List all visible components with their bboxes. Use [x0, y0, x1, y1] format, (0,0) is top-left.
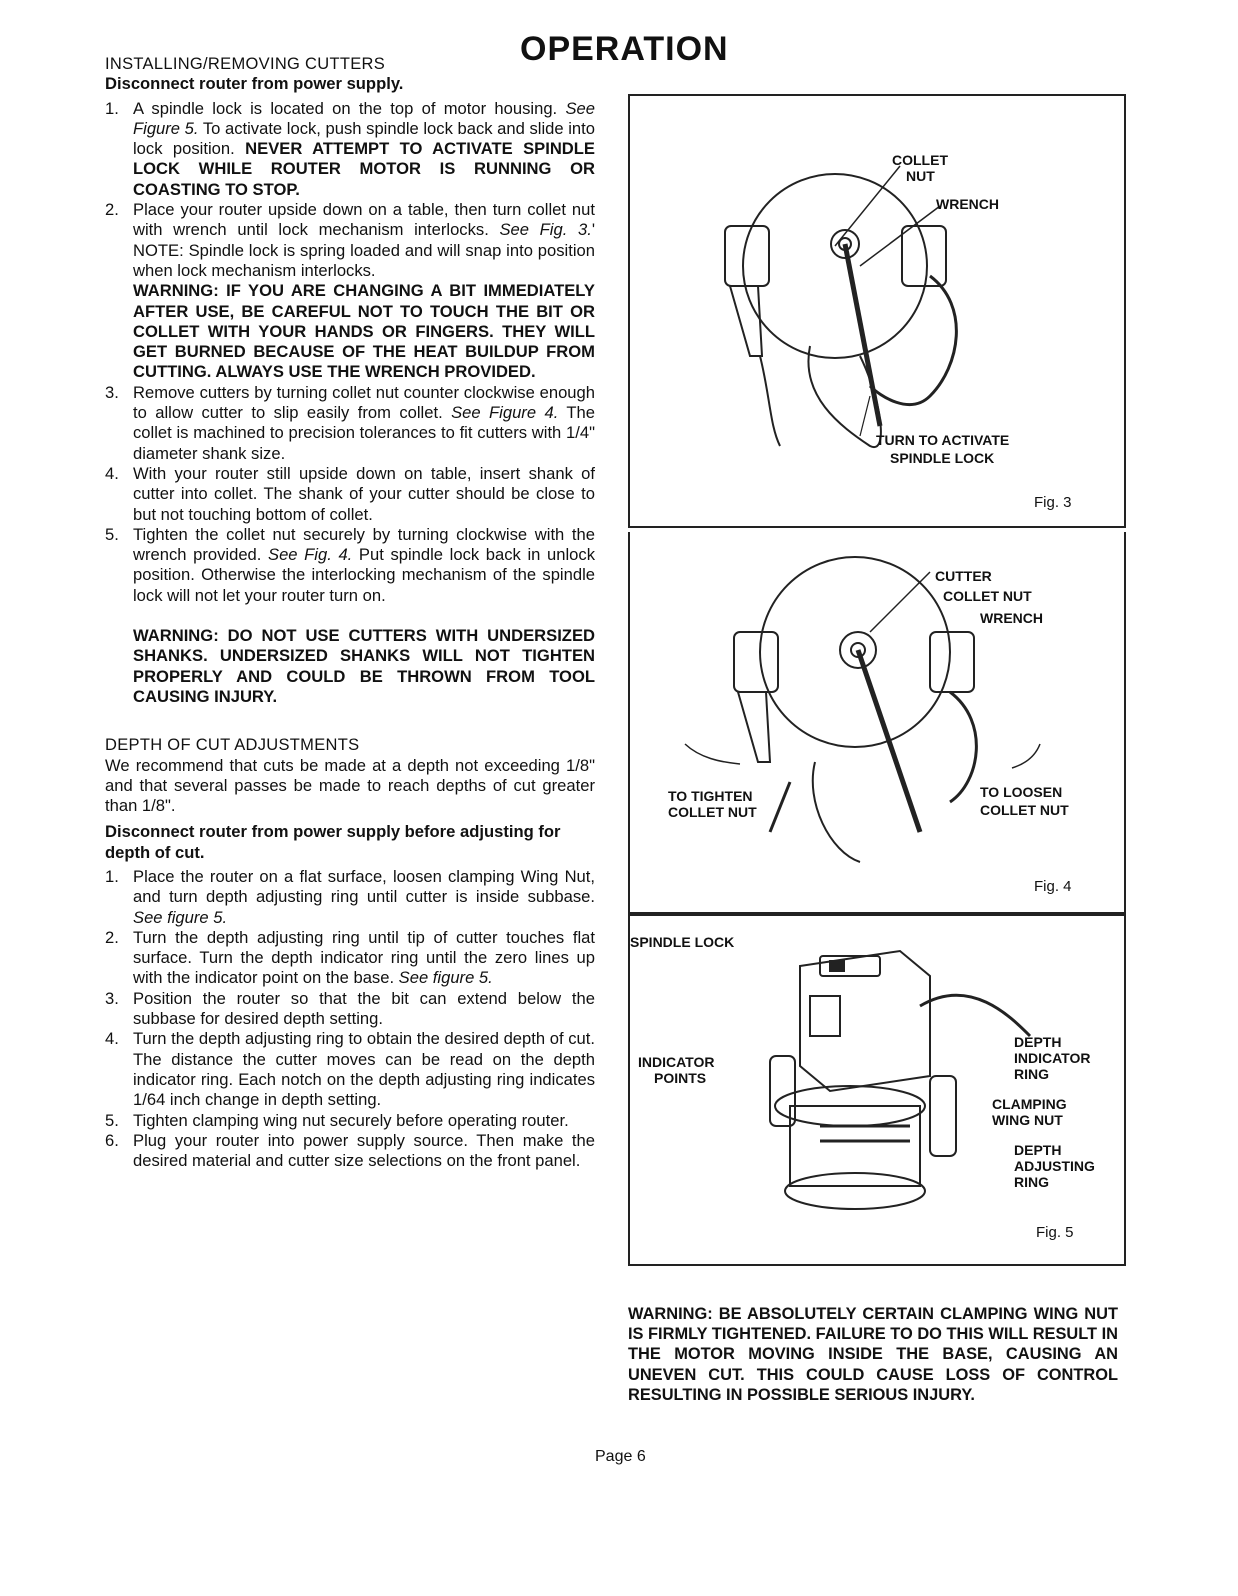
depth-caution: Disconnect router from power supply before adjusting for depth of cut. [105, 822, 561, 862]
step-text: Turn the depth adjusting ring to obtain the desired depth of cut. The distance the cutter moves can be read on the depth indicator ring. Each notch on the depth adjusting ring indicates 1/64 inch change in depth setting. [133, 1029, 595, 1110]
figure-reference: See Fig. 4. [268, 545, 353, 565]
heat-warning: WARNING: IF YOU ARE CHANGING A BIT IMMEDIATELY AFTER USE, BE CAREFUL NOT TO TOUCH THE BIT OR COLLET WITH YOUR HANDS OR FINGERS. THEY WILL GET BURNED BECAUSE OF THE HEAT BUILDUP FROM CUTTING. ALWAYS USE THE WRENCH PROVIDED. [133, 281, 595, 382]
figure-5 [628, 914, 1126, 1266]
label-spindle-lock: SPINDLE LOCK [630, 934, 735, 950]
list-item [105, 200, 595, 383]
figure-reference: See Figure 4. [451, 403, 559, 423]
left-column [105, 54, 595, 1171]
figure-caption: Fig. 4 [1034, 878, 1072, 895]
label-depth: DEPTH [1014, 1034, 1062, 1050]
step-number: 5. [105, 1110, 119, 1130]
list-item [105, 1131, 595, 1172]
step-text: Put spindle lock back in unlock position. Otherwise the interlocking mechanism of the spindle lock will not let your router turn on. [133, 545, 595, 605]
label-depth: DEPTH [1014, 1142, 1062, 1158]
step-text: Tighten the collet nut securely by turning clockwise with the wrench provided. [133, 524, 595, 565]
figure-reference: See Fig. 3. [499, 220, 592, 240]
step-number: 4. [105, 463, 119, 483]
label-loosen-collet-nut: COLLET NUT [980, 802, 1069, 818]
step-number: 3. [105, 382, 119, 402]
label-indicator-ring: INDICATOR [1014, 1050, 1091, 1066]
step-text: The collet is machined to precision tolerances to fit cutters with 1/4" diameter shank size. [133, 403, 596, 463]
depth-intro: We recommend that cuts be made at a depth not exceeding 1/8" and that several passes be made to reach depths of cut greater than 1/8". [105, 755, 595, 816]
step-number: 5. [105, 524, 119, 544]
figure-caption: Fig. 3 [1034, 494, 1072, 511]
router-depth-illustration [630, 916, 1124, 1264]
label-tighten-collet-nut: COLLET NUT [668, 804, 757, 820]
step-text: Position the router so that the bit can extend below the subbase for desired depth setting. [133, 988, 595, 1029]
label-wrench: WRENCH [936, 196, 999, 212]
label-points: POINTS [654, 1070, 707, 1086]
label-to-loosen: TO LOOSEN [980, 784, 1063, 800]
figure-reference: See Figure 5. [133, 98, 595, 138]
step-text: Place the router on a flat surface, loosen clamping Wing Nut, and turn depth adjusting ring until cutter is inside subbase. [133, 866, 595, 907]
figure-reference: See figure 5. [398, 968, 493, 988]
label-clamping: CLAMPING [992, 1096, 1067, 1112]
step-number: 3. [105, 988, 119, 1008]
step-number: 1. [105, 98, 119, 118]
step-number: 1. [105, 866, 119, 886]
step-text: Remove cutters by turning collet nut counter clockwise enough to allow cutter to slip easily from collet. [133, 382, 595, 423]
depth-steps [105, 867, 595, 1171]
label-cutter: CUTTER [935, 568, 992, 584]
step-text: Place your router upside down on a table, then turn collet nut with wrench until lock mechanism interlocks. [133, 200, 595, 240]
page-title: OPERATION [520, 30, 729, 68]
label-ring: RING [1014, 1066, 1049, 1082]
step-text: ' NOTE: Spindle lock is spring loaded and will snap into position when lock mechanism interlocks. [133, 220, 595, 280]
list-item [105, 99, 595, 200]
clamping-wing-nut-warning: WARNING: BE ABSOLUTELY CERTAIN CLAMPING WING NUT IS FIRMLY TIGHTENED. FAILURE TO DO THIS WILL RESULT IN THE MOTOR MOVING INSIDE THE BASE, CAUSING AN UNEVEN CUT. THIS COULD CAUSE LOSS OF CONTROL RESULTING IN POSSIBLE SERIOUS INJURY. [628, 1305, 1118, 1404]
step-text: A spindle lock is located on the top of motor housing. [133, 98, 566, 118]
list-item [105, 867, 595, 928]
list-item [105, 464, 595, 525]
list-item [105, 989, 595, 1030]
step-number: 2. [105, 927, 119, 947]
label-wrench: WRENCH [980, 610, 1043, 626]
step-warning: NEVER ATTEMPT TO ACTIVATE SPINDLE LOCK WHILE ROUTER MOTOR IS RUNNING OR COASTING TO STOP. [133, 139, 595, 199]
step-text: Plug your router into power supply source. Then make the desired material and cutter size selections on the front panel. [133, 1130, 595, 1171]
figure-4 [628, 532, 1126, 914]
step-text: With your router still upside down on table, insert shank of cutter into collet. The shank of your cutter should be close to but not touching bottom of collet. [133, 463, 595, 524]
list-item [105, 1111, 595, 1131]
label-wing-nut: WING NUT [992, 1112, 1063, 1128]
step-number: 2. [105, 200, 119, 220]
step-number: 4. [105, 1029, 119, 1049]
depth-heading: DEPTH OF CUT ADJUSTMENTS [105, 736, 360, 755]
undersized-shank-warning: WARNING: DO NOT USE CUTTERS WITH UNDERSIZED SHANKS. UNDERSIZED SHANKS WILL NOT TIGHTEN PROPERLY AND COULD BE THROWN FROM TOOL CAUSING INJURY. [133, 626, 595, 706]
step-number: 6. [105, 1130, 119, 1150]
label-ring: RING [1014, 1174, 1049, 1190]
label-collet: COLLET [892, 152, 948, 168]
label-spindle-lock: SPINDLE LOCK [890, 450, 995, 466]
label-turn-to-activate: TURN TO ACTIVATE [876, 432, 1010, 448]
list-item [105, 383, 595, 464]
label-collet-nut: COLLET NUT [943, 588, 1032, 604]
step-text: To activate lock, push spindle lock back and slide into lock position. [133, 118, 595, 159]
installing-subheading: Disconnect router from power supply. [105, 74, 404, 94]
step-text: Tighten clamping wing nut securely before operating router. [133, 1110, 569, 1130]
list-item [105, 525, 595, 606]
list-item [105, 1029, 595, 1110]
figure-3 [628, 94, 1126, 528]
figure-reference: See figure 5. [133, 907, 228, 927]
label-adjusting: ADJUSTING [1014, 1158, 1095, 1174]
page-number: Page 6 [595, 1448, 646, 1465]
installing-steps [105, 99, 595, 606]
installing-heading: INSTALLING/REMOVING CUTTERS [105, 55, 386, 73]
step-text: Turn the depth adjusting ring until tip of cutter touches flat surface. Turn the depth indicator ring until the zero lines up with the indicator point on the base. [133, 927, 595, 988]
label-indicator: INDICATOR [638, 1054, 715, 1070]
router-wrench-illustration [630, 96, 1124, 526]
list-item [105, 928, 595, 989]
label-nut: NUT [906, 168, 935, 184]
router-collet-illustration [630, 532, 1124, 912]
figure-caption: Fig. 5 [1036, 1224, 1074, 1241]
label-to-tighten: TO TIGHTEN [668, 788, 753, 804]
